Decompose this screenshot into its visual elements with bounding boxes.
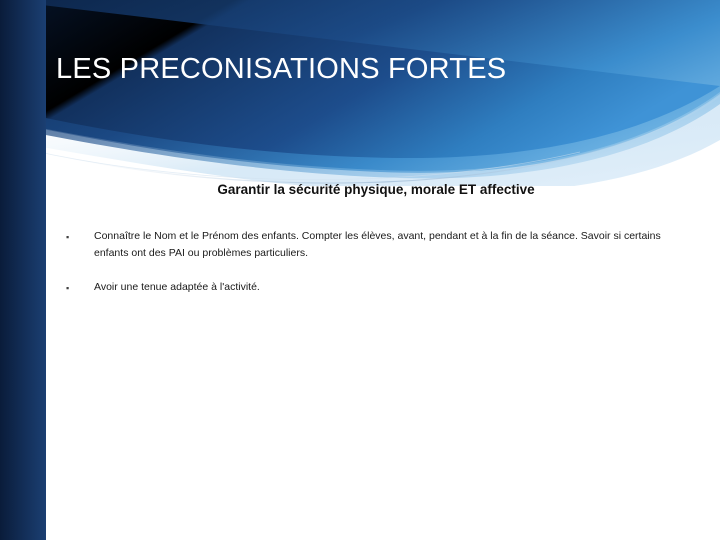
list-item-text: Connaître le Nom et le Prénom des enfants. Compter les élèves, avant, pendant et à la fin de la séance. Savoir si certains enfants ont des PAI ou problèmes particuliers. [94, 230, 661, 259]
page-title: LES PRECONISATIONS FORTES [56, 53, 507, 85]
list-item [46, 228, 694, 262]
slide-subtitle: Garantir la sécurité physique, morale ET affective [217, 182, 535, 197]
left-accent-band [0, 0, 46, 540]
list-item [46, 279, 694, 296]
header-banner-art [0, 0, 720, 186]
bullet-marker-icon: ▪ [66, 232, 70, 242]
bullet-list [46, 228, 694, 313]
bullet-marker-icon: ▪ [66, 283, 70, 293]
list-item-text: Avoir une tenue adaptée à l'activité. [94, 281, 260, 293]
